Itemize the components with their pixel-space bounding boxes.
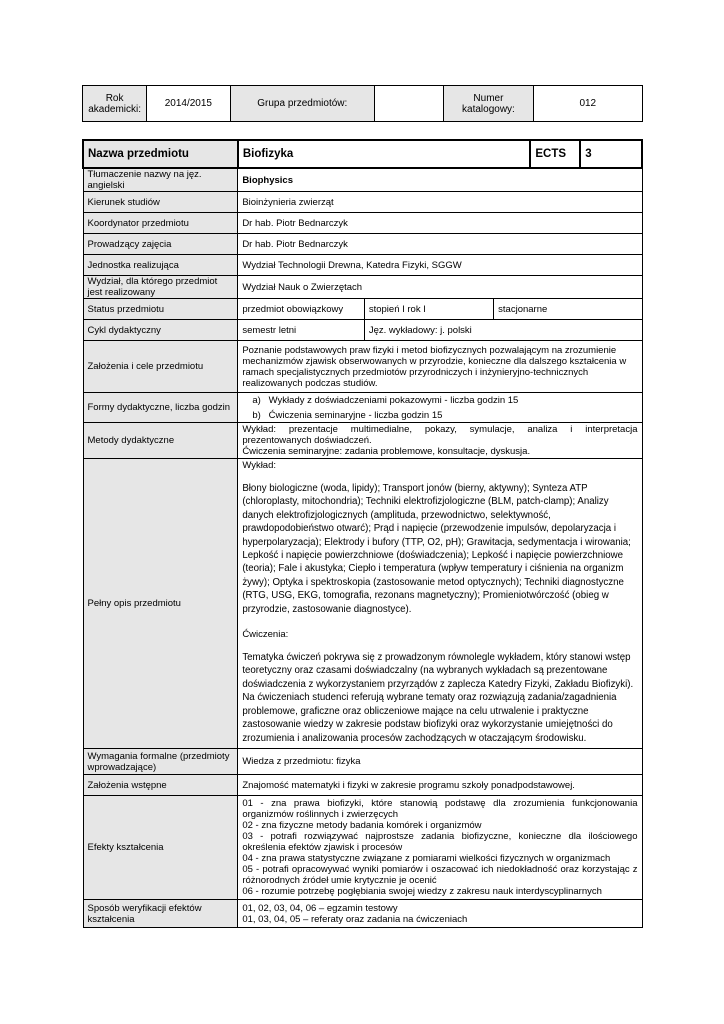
cycle-language: Jęz. wykładowy: j. polski — [364, 320, 642, 341]
coordinator-value: Dr hab. Piotr Bednarczyk — [238, 213, 642, 234]
description-value — [238, 459, 642, 749]
unit-label: Jednostka realizująca — [83, 255, 238, 276]
ects-label: ECTS — [530, 140, 580, 168]
academic-year-label: Rok akademicki: — [83, 86, 147, 122]
teaching-forms-value — [238, 393, 642, 423]
methods-value — [238, 423, 642, 459]
verification-label: Sposób weryfikacji efektów kształcenia — [83, 900, 238, 928]
course-table — [82, 139, 643, 928]
instructor-label: Prowadzący zajęcia — [83, 234, 238, 255]
ects-value: 3 — [580, 140, 642, 168]
unit-value: Wydział Technologii Drewna, Katedra Fizyki, SGGW — [238, 255, 642, 276]
teaching-form-a: a) Wykłady z doświadczeniami pokazowymi - liczba godzin 15 — [252, 394, 519, 406]
methods-seminar: Ćwiczenia seminaryjne: zadania problemowe, konsultacje, dyskusja. — [242, 446, 531, 457]
cycle-label: Cykl dydaktyczny — [83, 320, 238, 341]
objectives-value: Poznanie podstawowych praw fizyki i metod biofizycznych pozwalającym na zrozumienie mechanizmów zjawisk obserwowanych w przyrodzie, konieczne dla dalszego kształcenia w ramach specjalistycznych przedmiotów przyrodniczych i inżynieryjno-technicznych realizowanych podczas studiów. — [238, 341, 642, 393]
status-level: stopień I rok I — [364, 299, 493, 320]
description-lecture-text: Błony biologiczne (woda, lipidy); Transport jonów (bierny, aktywny); Synteza ATP (chloroplasty, mitochondria); Techniki elektrofizjologiczne (BLM, patch-clamp); Analizy danych elektrofizjologicznych (amplituda, przewodnictwo, selektywność, prawdopodobieństwo otwarć); Prąd i napięcie (przewodzenie impulsów, depolaryzacja i hyperpolaryzacja); Elektrody i bufory (TTP, O2, pH); Grawitacja, sedymentacja i wirowania; Lepkość i napięcie powierzchniowe (doświadczenia); Lepkość i napięcie powierzchniowe (teoria); Fale i akustyka; Ciepło i temperatura (wpływ temperatury i ciśnienia na organizm żywy); Optyka i spektroskopia (zastosowanie metod optycznych); Techniki diagnostyczne (RTG, USG, EKG, tomografia, rezonans magnetyczny); Promieniotwórczość (obieg w przyrodzie, zastosowanie diagnostyce). — [242, 483, 631, 615]
faculty-value: Wydział Nauk o Zwierzętach — [238, 276, 642, 299]
field-of-study-value: Bioinżynieria zwierząt — [238, 192, 642, 213]
academic-year-value: 2014/2015 — [147, 86, 230, 122]
outcome-06: 06 - rozumie potrzebę pogłębiania swojej wiedzy z zakresu nauk interdyscyplinarnych — [242, 886, 602, 897]
requirements-label: Wymagania formalne (przedmioty wprowadzające) — [83, 749, 238, 775]
catalog-number-label: Numer katalogowy: — [444, 86, 533, 122]
translation-value: Biophysics — [238, 168, 642, 192]
description-label: Pełny opis przedmiotu — [83, 459, 238, 749]
coordinator-label: Koordynator przedmiotu — [83, 213, 238, 234]
objectives-label: Założenia i cele przedmiotu — [83, 341, 238, 393]
prerequisites-label: Założenia wstępne — [83, 775, 238, 796]
learning-outcomes-label: Efekty kształcenia — [83, 796, 238, 900]
outcome-02: 02 - zna fizyczne metody badania komórek i organizmów — [242, 820, 482, 831]
outcome-05: 05 - potrafi opracowywać wyniki pomiarów i oszacować ich niedokładność oraz korzystając z różnorodnych źródeł umie krytycznie je ocenić — [242, 864, 638, 886]
course-group-label: Grupa przedmiotów: — [230, 86, 375, 122]
catalog-number-value: 012 — [533, 86, 642, 122]
header-table — [82, 85, 643, 122]
verification-value — [238, 900, 642, 928]
learning-outcomes-value — [238, 796, 642, 900]
status-type: przedmiot obowiązkowy — [238, 299, 365, 320]
methods-label: Metody dydaktyczne — [83, 423, 238, 459]
course-name-label: Nazwa przedmiotu — [83, 140, 238, 168]
course-name-value: Biofizyka — [238, 140, 531, 168]
instructor-value: Dr hab. Piotr Bednarczyk — [238, 234, 642, 255]
course-group-value — [375, 86, 444, 122]
verification-essays: 01, 03, 04, 05 – referaty oraz zadania na ćwiczeniach — [242, 913, 468, 925]
requirements-value: Wiedza z przedmiotu: fizyka — [238, 749, 642, 775]
field-of-study-label: Kierunek studiów — [83, 192, 238, 213]
translation-label: Tłumaczenie nazwy na jęz. angielski — [83, 168, 238, 192]
status-label: Status przedmiotu — [83, 299, 238, 320]
faculty-label: Wydział, dla którego przedmiot jest realizowany — [83, 276, 238, 299]
prerequisites-value: Znajomość matematyki i fizyki w zakresie programu szkoły ponadpodstawowej. — [238, 775, 642, 796]
teaching-forms-label: Formy dydaktyczne, liczba godzin — [83, 393, 238, 423]
outcome-03: 03 - potrafi rozwiązywać najprostsze zadania biofizyczne, konieczne dla ilościowego określenia efektów zjawisk i procesów — [242, 831, 638, 853]
description-lecture-heading: Wykład: — [242, 460, 277, 471]
description-exercises-text: Tematyka ćwiczeń pokrywa się z prowadzonym równolegle wykładem, który stanowi wstęp teoretyczny oraz czasami doświadczalny (na wybranych wykładach są prezentowane doświadczenia z wykorzystaniem przyrządów z zaplecza Katedry Fizyki, Zakładu Biofizyki). Na ćwiczeniach studenci referują wybrane tematy oraz rozwiązują zadania/zagadnienia problemowe, graficzne oraz obliczeniowe mające na celu utrwalenie i praktyczne zastosowanie wiedzy w zakresie podstaw biofizyki oraz wykorzystanie umiejętności do zrozumienia i analizowania procesów zachodzących w otaczającym środowisku. — [242, 652, 634, 744]
outcome-01: 01 - zna prawa biofizyki, które stanowią podstawę dla zrozumienia funkcjonowania organizmów roślinnych i zwierzęcych — [242, 798, 638, 820]
teaching-form-b: b) Ćwiczenia seminaryjne - liczba godzin 15 — [252, 409, 443, 421]
description-exercises-heading: Ćwiczenia: — [242, 629, 289, 641]
cycle-semester: semestr letni — [238, 320, 365, 341]
status-mode: stacjonarne — [494, 299, 642, 320]
outcome-04: 04 - zna prawa statystyczne związane z pomiarami wielkości fizycznych w organizmach — [242, 853, 611, 864]
verification-exam: 01, 02, 03, 04, 06 – egzamin testowy — [242, 902, 398, 914]
methods-lecture: Wykład: prezentacje multimedialne, pokazy, symulacje, analiza i interpretacja prezentowanych doświadczeń. — [242, 424, 638, 446]
